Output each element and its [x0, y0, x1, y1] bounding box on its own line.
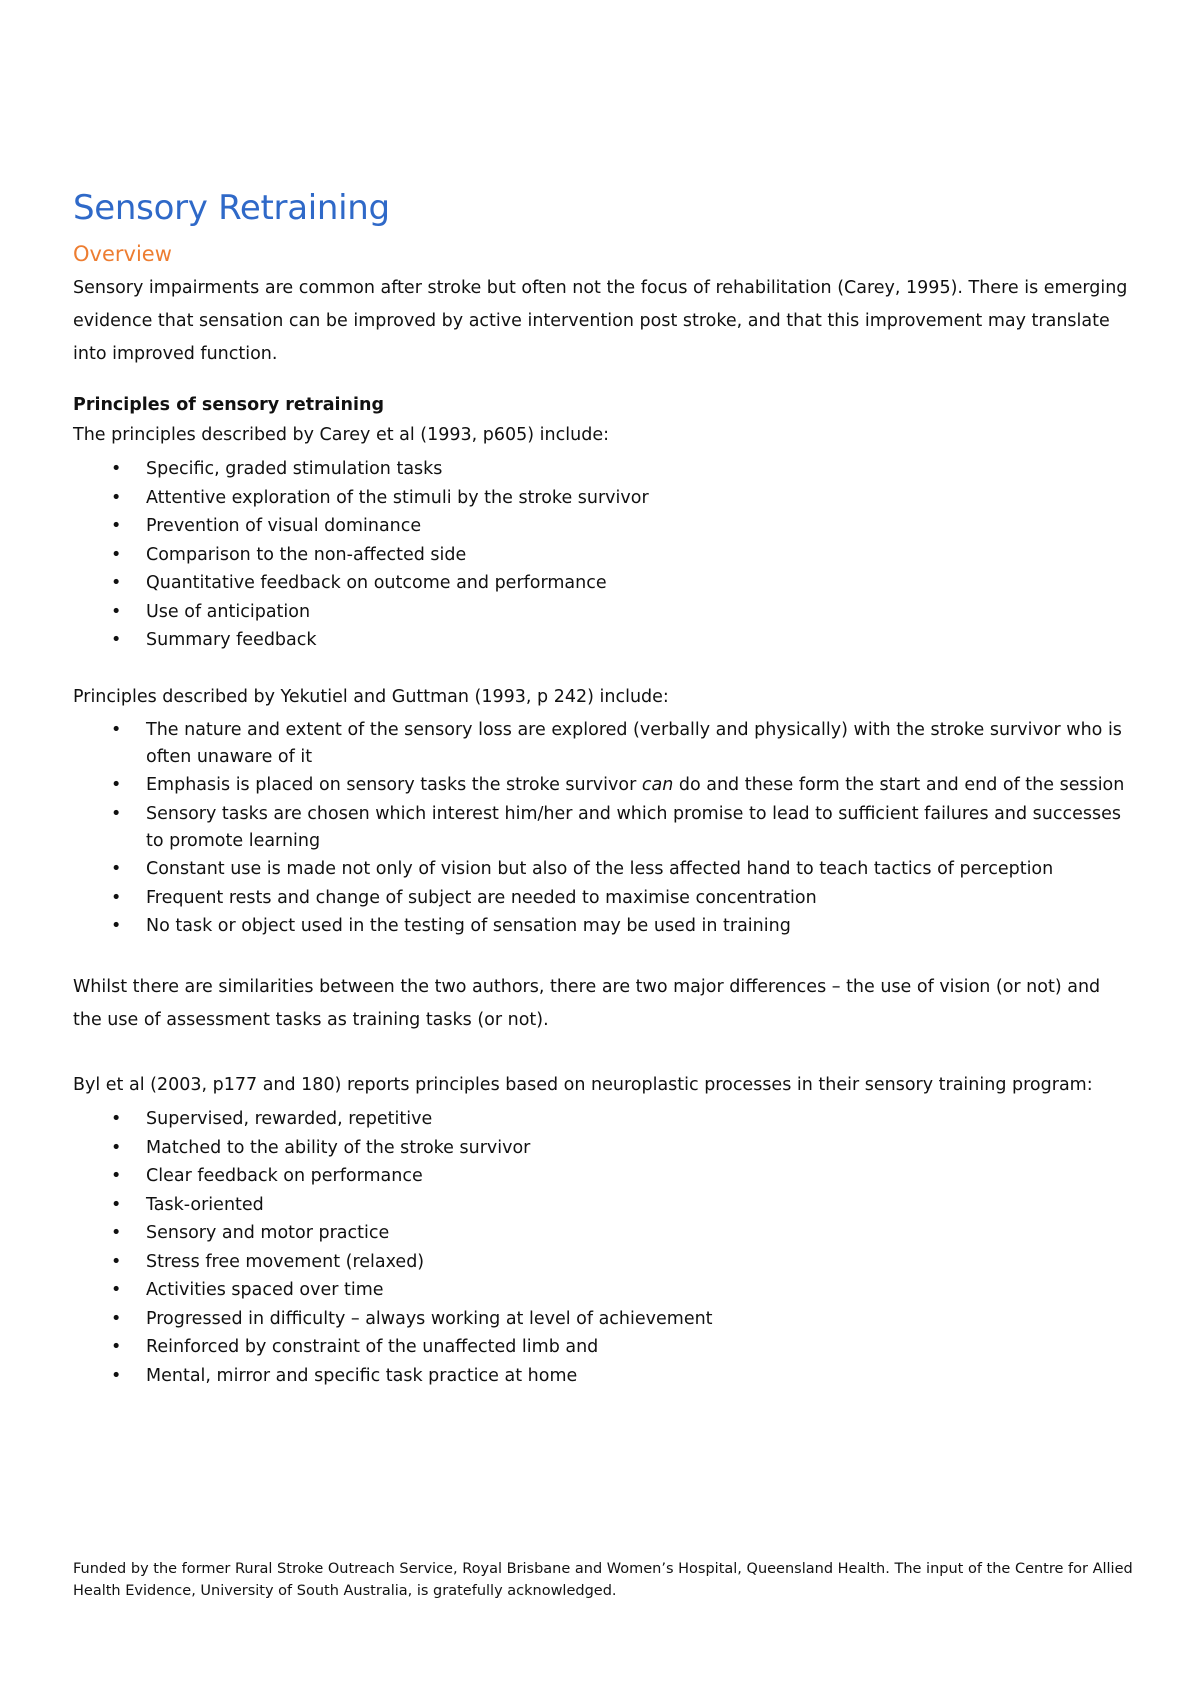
list-item: • Specific, graded stimulation tasks [73, 455, 1133, 484]
bullet: • [111, 719, 122, 740]
list-item: • No task or object used in the testing of sensation may be used in training [73, 913, 1133, 940]
list-item: • Quantitative feedback on outcome and performance [73, 569, 1133, 598]
list-item: • The nature and extent of the sensory loss are explored (verbally and physically) with the stroke survivor who is often unaware of it [73, 717, 1133, 771]
list-item: • Frequent rests and change of subject are needed to maximise concentration [73, 885, 1133, 912]
overview-paragraph: Sensory impairments are common after stroke but often not the focus of rehabilitation (Carey, 1995). There is emerging evidence that sensation can be improved by active intervention post stroke, and that this improvement may translate into improved function. [73, 278, 1128, 364]
list-item: • Supervised, rewarded, repetitive [73, 1105, 1133, 1134]
list-item: • Sensory and motor practice [73, 1219, 1133, 1248]
list-item: • Summary feedback [73, 626, 1133, 655]
bullet: • [111, 601, 122, 622]
list-item: • Use of anticipation [73, 598, 1133, 627]
carey-principles-list [73, 455, 1133, 655]
bullet: • [111, 1194, 122, 1215]
list-item: • Progressed in difficulty – always working at level of achievement [73, 1305, 1133, 1334]
document-body [73, 186, 1133, 1390]
list-item: • Comparison to the non-affected side [73, 541, 1133, 570]
list-item: • Matched to the ability of the stroke survivor [73, 1134, 1133, 1163]
list-item: • Activities spaced over time [73, 1276, 1133, 1305]
list-item: • Attentive exploration of the stimuli by the stroke survivor [73, 484, 1133, 513]
bullet: • [111, 775, 122, 795]
bullet: • [111, 1223, 122, 1243]
yekutiel-principles-list [73, 717, 1133, 941]
list-item: • Clear feedback on performance [73, 1162, 1133, 1191]
bullet: • [111, 487, 122, 508]
bullet: • [111, 1280, 122, 1300]
bullet: • [111, 1365, 122, 1386]
bullet: • [111, 1109, 122, 1129]
byl-principles-list [73, 1105, 1133, 1390]
bullet: • [111, 916, 122, 936]
bullet: • [111, 459, 122, 479]
bullet: • [111, 859, 122, 879]
bullet: • [111, 573, 122, 593]
bullet: • [111, 1337, 122, 1357]
bullet: • [111, 1308, 122, 1329]
bullet: • [111, 630, 122, 650]
list-item: • Reinforced by constraint of the unaffected limb and [73, 1333, 1133, 1362]
list-item: • Task-oriented [73, 1191, 1133, 1220]
bullet: • [111, 544, 122, 565]
list-item: • Emphasis is placed on sensory tasks the stroke survivor can do and these form the start and end of the session [73, 772, 1133, 799]
page-title: Sensory Retraining [73, 188, 390, 228]
bullet: • [111, 1166, 122, 1186]
bullet: • [111, 516, 122, 536]
bullet: • [111, 887, 122, 908]
bullet: • [111, 1137, 122, 1158]
carey-intro: The principles described by Carey et al (1993, p605) include: [73, 425, 609, 445]
yekutiel-intro: Principles described by Yekutiel and Guttman (1993, p 242) include: [73, 686, 669, 707]
footer-acknowledgement: Funded by the former Rural Stroke Outreach Service, Royal Brisbane and Women’s Hospital, Queensland Health. The input of the Centre for Allied Health Evidence, University of South Australia, is gratefully acknowledged. [73, 1561, 1133, 1599]
byl-intro: Byl et al (2003, p177 and 180) reports principles based on neuroplastic processes in their sensory training program: [73, 1075, 1093, 1095]
overview-heading: Overview [73, 242, 172, 266]
principles-heading: Principles of sensory retraining [73, 395, 384, 415]
bullet: • [111, 803, 122, 824]
list-item: • Constant use is made not only of vision but also of the less affected hand to teach tactics of perception [73, 856, 1133, 883]
comparison-paragraph: Whilst there are similarities between the two authors, there are two major differences – the use of vision (or not) and the use of assessment tasks as training tasks (or not). [73, 977, 1101, 1030]
list-item: • Mental, mirror and specific task practice at home [73, 1362, 1133, 1391]
bullet: • [111, 1251, 122, 1272]
emphasis-can: can [641, 775, 674, 795]
list-item: • Stress free movement (relaxed) [73, 1248, 1133, 1277]
list-item: • Prevention of visual dominance [73, 512, 1133, 541]
list-item: • Sensory tasks are chosen which interest him/her and which promise to lead to sufficient failures and successes to promote learning [73, 801, 1133, 855]
